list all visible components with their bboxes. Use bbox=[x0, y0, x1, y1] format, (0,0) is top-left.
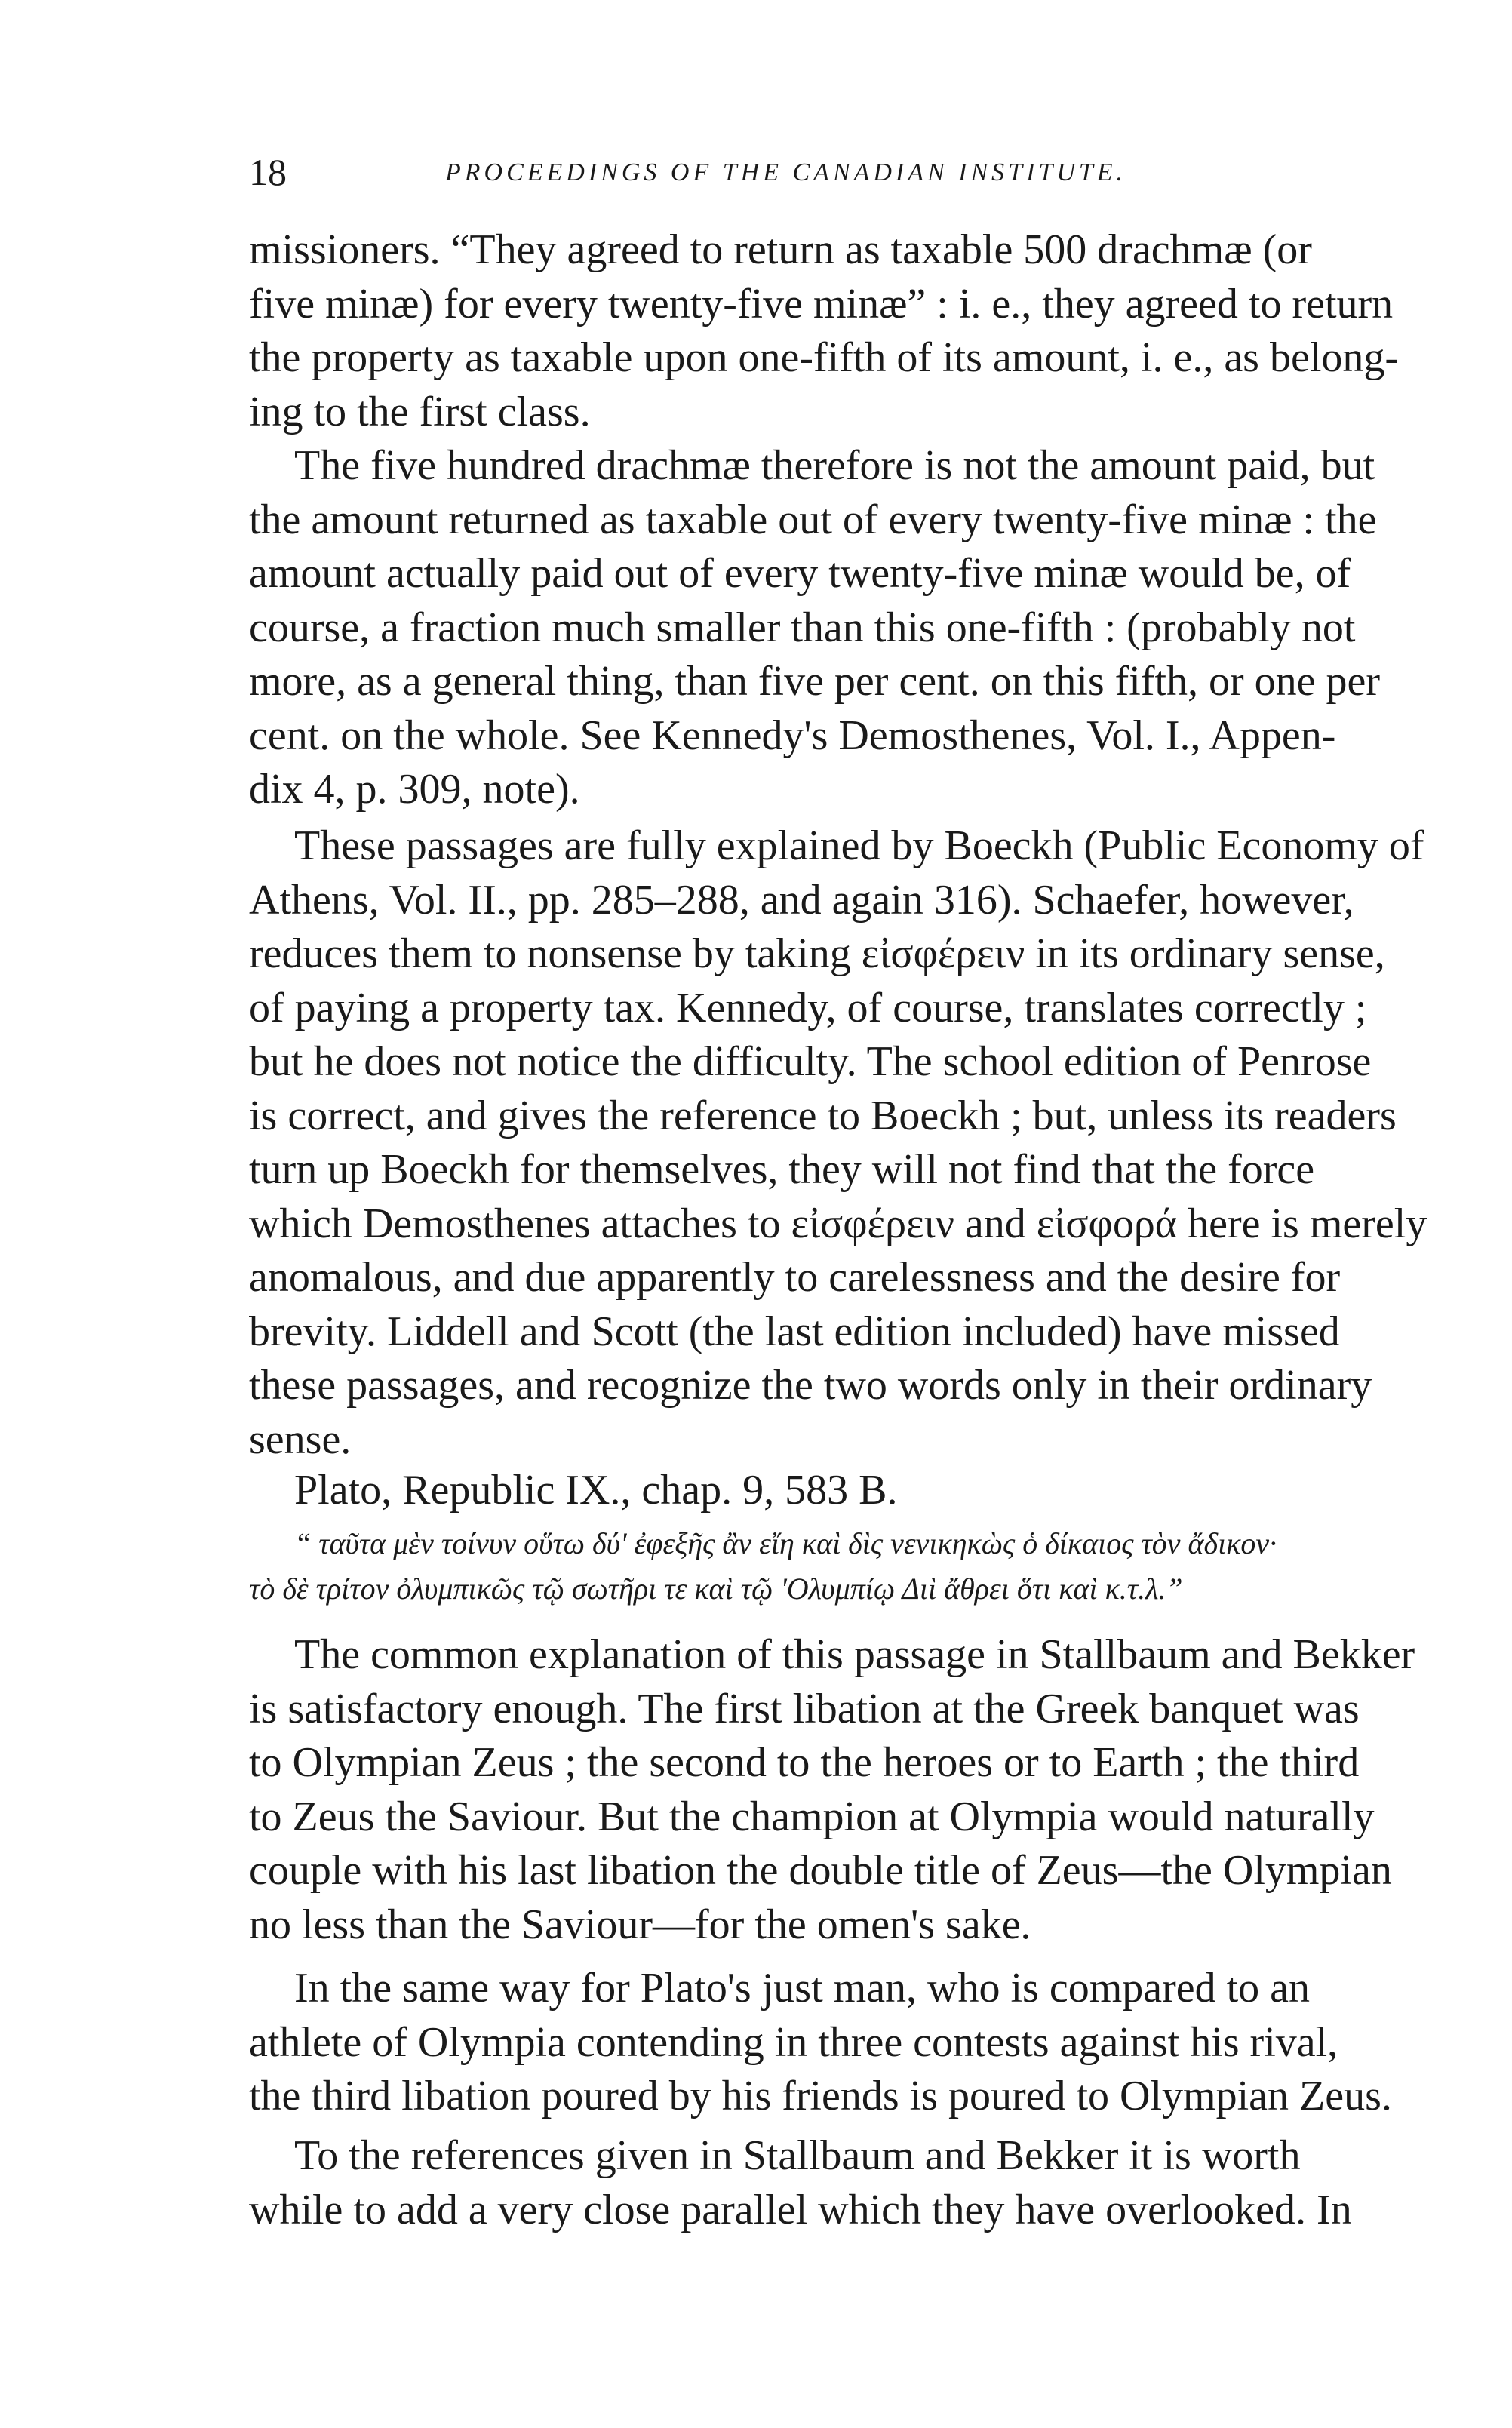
text-line: athlete of Olympia contending in three contests against his rival, bbox=[249, 2018, 1338, 2066]
text-line: of paying a property tax. Kennedy, of course, translates correctly ; bbox=[249, 984, 1367, 1031]
text-line: sense. bbox=[249, 1415, 352, 1463]
text-line: “ ταῦτα μὲν τοίνυν οὕτω δύ' ἐφεξῆς ἂν εἴη καὶ δὶς νενικηκὼς ὁ δίκαιος τὸν ἄδικον· bbox=[294, 1526, 1277, 1560]
text-line: dix 4, p. 309, note). bbox=[249, 766, 580, 813]
text-line: the amount returned as taxable out of every twenty-five minæ : the bbox=[249, 496, 1377, 543]
page-header bbox=[249, 149, 1260, 195]
text-line: to Zeus the Saviour. But the champion at Olympia would naturally bbox=[249, 1793, 1375, 1840]
text-line: which Demosthenes attaches to εἰσφέρειν and εἰσφορά here is merely bbox=[249, 1200, 1427, 1247]
paragraph-5 bbox=[249, 1628, 1415, 1952]
text-line: In the same way for Plato's just man, who is compared to an bbox=[294, 1965, 1311, 2012]
text-line: To the references given in Stallbaum and Bekker it is worth bbox=[294, 2132, 1301, 2179]
text-line: Athens, Vol. II., pp. 285–288, and again 316). Schaefer, however, bbox=[249, 876, 1354, 924]
text-line: the property as taxable upon one-fifth of its amount, i. e., as belong- bbox=[249, 334, 1400, 381]
text-line: The five hundred drachmæ therefore is not the amount paid, but bbox=[294, 442, 1375, 489]
text-line: five minæ) for every twenty-five minæ” : i. e., they agreed to return bbox=[249, 280, 1394, 327]
text-line: to Olympian Zeus ; the second to the heroes or to Earth ; the third bbox=[249, 1739, 1360, 1786]
text-line: the third libation poured by his friends is poured to Olympian Zeus. bbox=[249, 2073, 1392, 2119]
paragraph-4 bbox=[249, 1464, 1260, 1518]
paragraph-6 bbox=[249, 1962, 1392, 2124]
text-line: reduces them to nonsense by taking εἰσφέρειν in its ordinary sense, bbox=[249, 930, 1385, 977]
text-line: ing to the first class. bbox=[249, 388, 591, 435]
paragraph-7 bbox=[249, 2129, 1352, 2237]
text-line: couple with his last libation the double title of Zeus—the Olympian bbox=[249, 1847, 1392, 1894]
text-line: is satisfactory enough. The first libation at the Greek banquet was bbox=[249, 1685, 1360, 1732]
text-line: τὸ δὲ τρίτον ὀλυμπικῶς τῷ σωτῆρι τε καὶ τῷ 'Ολυμπίῳ Διὶ ἄθρει ὅτι καὶ κ.τ.λ.” bbox=[249, 1572, 1183, 1606]
page-number: 18 bbox=[249, 151, 287, 193]
greek-quotation bbox=[249, 1521, 1277, 1612]
text-line: more, as a general thing, than five per cent. on this fifth, or one per bbox=[249, 658, 1381, 705]
text-line: missioners. “They agreed to return as taxable 500 drachmæ (or bbox=[249, 226, 1312, 273]
text-line: while to add a very close parallel which they have overlooked. In bbox=[249, 2186, 1352, 2233]
text-line: but he does not notice the difficulty. The school edition of Penrose bbox=[249, 1038, 1372, 1085]
paragraph-2 bbox=[249, 439, 1381, 817]
text-line: these passages, and recognize the two words only in their ordinary bbox=[249, 1362, 1372, 1409]
text-line: course, a fraction much smaller than this one-fifth : (probably not bbox=[249, 604, 1356, 651]
text-line: turn up Boeckh for themselves, they will not find that the force bbox=[249, 1146, 1315, 1193]
paragraph-3 bbox=[249, 819, 1427, 1467]
paragraph-1 bbox=[249, 223, 1400, 439]
text-line: anomalous, and due apparently to carelessness and the desire for bbox=[249, 1254, 1341, 1301]
text-line: no less than the Saviour—for the omen's sake. bbox=[249, 1901, 1031, 1948]
running-title: PROCEEDINGS OF THE CANADIAN INSTITUTE. bbox=[445, 158, 1127, 186]
text-line: brevity. Liddell and Scott (the last edition included) have missed bbox=[249, 1308, 1340, 1355]
text-line: These passages are fully explained by Boeckh (Public Economy of bbox=[294, 822, 1424, 869]
text-line: cent. on the whole. See Kennedy's Demosthenes, Vol. I., Appen- bbox=[249, 711, 1336, 759]
text-line: is correct, and gives the reference to Boeckh ; but, unless its readers bbox=[249, 1092, 1397, 1139]
text-line: Plato, Republic IX., chap. 9, 583 B. bbox=[294, 1467, 898, 1514]
text-line: The common explanation of this passage in Stallbaum and Bekker bbox=[294, 1631, 1415, 1678]
text-line: amount actually paid out of every twenty-five minæ would be, of bbox=[249, 550, 1351, 597]
